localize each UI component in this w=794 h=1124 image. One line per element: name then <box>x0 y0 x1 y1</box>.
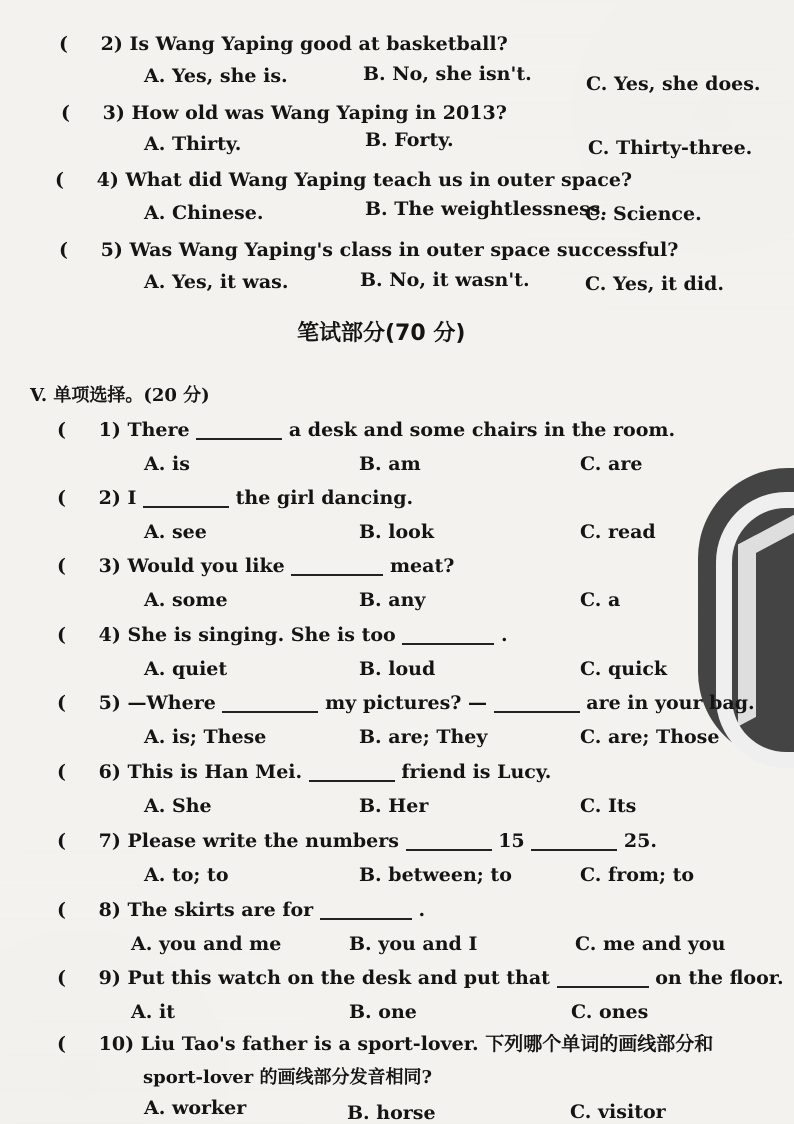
mcq-3: ( 3) Would you like meat? <box>57 555 455 577</box>
mcq-bracket-2: ( <box>57 487 66 509</box>
question-3: ( 3) How old was Wang Yaping in 2013? <box>61 102 507 124</box>
mcq-before-5: —Where <box>127 692 216 714</box>
mcq-number-2: 2 <box>98 487 112 509</box>
mcq-after-2: the girl dancing. <box>235 487 414 509</box>
mcq-line1-10: Liu Tao's father is a sport-lover. 下列哪个单词的画线部分和 <box>140 1033 714 1055</box>
answer-bracket-3: ( <box>61 102 70 124</box>
mcq-before-6: This is Han Mei. <box>127 761 303 783</box>
mcq-before-1: There <box>127 419 190 441</box>
black-seal-graphic <box>698 468 794 762</box>
blank-1 <box>196 437 282 440</box>
mcq-before-8: The skirts are for <box>127 899 314 921</box>
mcq-bracket-3: ( <box>57 555 66 577</box>
mcq-before-2: I <box>127 487 137 509</box>
mcq-option-b-3: B. any <box>359 589 426 611</box>
mcq-number-4: 4 <box>98 624 112 646</box>
option-c-5: C. Yes, it did. <box>585 273 724 295</box>
mcq-option-a-1: A. is <box>144 453 190 475</box>
mcq-number-3: 3 <box>98 555 112 577</box>
mcq-option-b-9: B. one <box>349 1001 417 1023</box>
mcq-bracket-10: ( <box>57 1033 66 1055</box>
option-b-4: B. The weightlessness. <box>365 198 608 220</box>
question-2: ( 2) Is Wang Yaping good at basketball? <box>59 33 508 55</box>
mcq-option-b-6: B. Her <box>359 795 429 817</box>
mcq-5: ( 5) —Where my pictures? — are in your bag. <box>57 692 755 714</box>
mcq-bracket-4: ( <box>57 624 66 646</box>
mcq-option-c-3: C. a <box>580 589 621 611</box>
blank-3 <box>291 573 383 576</box>
mcq-option-a-2: A. see <box>144 521 207 543</box>
mcq-bracket-7: ( <box>57 830 66 852</box>
mcq-option-c-4: C. quick <box>580 658 668 680</box>
answer-bracket-5: ( <box>59 239 68 261</box>
mcq-option-b-2: B. look <box>359 521 435 543</box>
mcq-middle-7: 15 <box>498 830 525 852</box>
mcq-bracket-5: ( <box>57 692 66 714</box>
mcq-option-a-5: A. is; These <box>144 726 267 748</box>
mcq-after-8: . <box>418 899 426 921</box>
mcq-option-c-6: C. Its <box>580 795 637 817</box>
question-text-4: What did Wang Yaping teach us in outer space? <box>125 169 633 191</box>
question-number-4: 4 <box>96 169 110 191</box>
mcq-option-a-3: A. some <box>144 589 228 611</box>
mcq-6: ( 6) This is Han Mei. friend is Lucy. <box>57 761 552 783</box>
question-number-2: 2 <box>100 33 114 55</box>
mcq-after-9: on the floor. <box>655 967 784 989</box>
mcq-before-7: Please write the numbers <box>127 830 399 852</box>
mcq-option-a-8: A. you and me <box>131 933 282 955</box>
mcq-bracket-8: ( <box>57 899 66 921</box>
mcq-option-b-4: B. loud <box>359 658 436 680</box>
question-number-3: 3 <box>102 102 116 124</box>
mcq-before-3: Would you like <box>127 555 285 577</box>
mcq-line2-10: sport-lover 的画线部分发音相同? <box>143 1067 433 1088</box>
mcq-7: ( 7) Please write the numbers 15 25. <box>57 830 657 852</box>
mcq-bracket-1: ( <box>57 419 66 441</box>
mcq-10: ( 10) Liu Tao's father is a sport-lover. 下列哪个单词的画线部分和 <box>57 1033 714 1055</box>
mcq-number-7: 7 <box>98 830 112 852</box>
option-a-3: A. Thirty. <box>144 133 242 155</box>
option-b-5: B. No, it wasn't. <box>360 269 530 291</box>
blank-5b <box>494 710 580 713</box>
mcq-1: ( 1) There a desk and some chairs in the room. <box>57 419 676 441</box>
mcq-option-c-5: C. are; Those <box>580 726 720 748</box>
option-a-2: A. Yes, she is. <box>144 65 288 87</box>
mcq-number-8: 8 <box>98 899 112 921</box>
mcq-option-c-8: C. me and you <box>575 933 726 955</box>
option-c-3: C. Thirty-three. <box>588 137 753 159</box>
mcq-after-1: a desk and some chairs in the room. <box>288 419 676 441</box>
mcq-before-9: Put this watch on the desk and put that <box>127 967 550 989</box>
option-c-2: C. Yes, she does. <box>586 73 761 95</box>
mcq-bracket-9: ( <box>57 967 66 989</box>
blank-5a <box>222 710 318 713</box>
option-a-5: A. Yes, it was. <box>144 271 289 293</box>
answer-bracket-4: ( <box>55 169 64 191</box>
mcq-option-a-6: A. She <box>144 795 212 817</box>
mcq-9: ( 9) Put this watch on the desk and put that on the floor. <box>57 967 784 989</box>
mcq-option-c-7: C. from; to <box>580 864 695 886</box>
mcq-before-4: She is singing. She is too <box>127 624 396 646</box>
blank-7a <box>406 848 492 851</box>
blank-6 <box>309 779 395 782</box>
mcq-option-c-1: C. are <box>580 453 643 475</box>
option-b-2: B. No, she isn't. <box>363 63 532 85</box>
mcq-option-b-1: B. am <box>359 453 421 475</box>
blank-8 <box>320 917 412 920</box>
mcq-option-c-9: C. ones <box>571 1001 649 1023</box>
question-text-3: How old was Wang Yaping in 2013? <box>131 102 507 124</box>
mcq-number-6: 6 <box>98 761 112 783</box>
question-5: ( 5) Was Wang Yaping's class in outer space successful? <box>59 239 679 261</box>
question-4: ( 4) What did Wang Yaping teach us in outer space? <box>55 169 633 191</box>
mcq-after-3: meat? <box>389 555 455 577</box>
option-c-4: C. Science. <box>585 203 702 225</box>
option-a-4: A. Chinese. <box>144 202 264 224</box>
mcq-option-c-2: C. read <box>580 521 656 543</box>
mcq-number-10: 10 <box>98 1033 126 1055</box>
mcq-option-c-10: C. visitor <box>570 1101 666 1123</box>
blank-4 <box>402 642 494 645</box>
mcq-option-a-4: A. quiet <box>144 658 228 680</box>
mcq-number-1: 1 <box>98 419 112 441</box>
question-text-2: Is Wang Yaping good at basketball? <box>129 33 508 55</box>
mcq-4: ( 4) She is singing. She is too . <box>57 624 508 646</box>
section-heading: V. 单项选择。(20 分) <box>30 385 210 406</box>
mcq-after-5: are in your bag. <box>586 692 755 714</box>
mcq-number-5: 5 <box>98 692 112 714</box>
mcq-bracket-6: ( <box>57 761 66 783</box>
question-text-5: Was Wang Yaping's class in outer space successful? <box>129 239 679 261</box>
blank-9 <box>557 985 649 988</box>
mcq-after-6: friend is Lucy. <box>401 761 552 783</box>
mcq-option-b-5: B. are; They <box>359 726 488 748</box>
section-title: 笔试部分(70 分) <box>297 321 466 346</box>
mcq-option-a-7: A. to; to <box>144 864 229 886</box>
mcq-after-7: 25. <box>623 830 657 852</box>
option-b-3: B. Forty. <box>365 129 454 151</box>
blank-2 <box>143 505 229 508</box>
mcq-2: ( 2) I the girl dancing. <box>57 487 414 509</box>
mcq-after-4: . <box>500 624 508 646</box>
blank-7b <box>531 848 617 851</box>
mcq-number-9: 9 <box>98 967 112 989</box>
mcq-option-b-7: B. between; to <box>359 864 512 886</box>
mcq-option-a-9: A. it <box>131 1001 175 1023</box>
answer-bracket-2: ( <box>59 33 68 55</box>
mcq-option-a-10: A. worker <box>144 1097 247 1119</box>
mcq-option-b-10: B. horse <box>347 1102 436 1124</box>
mcq-middle-5: my pictures? — <box>325 692 488 714</box>
mcq-option-b-8: B. you and I <box>349 933 478 955</box>
mcq-8: ( 8) The skirts are for . <box>57 899 426 921</box>
question-number-5: 5 <box>100 239 114 261</box>
